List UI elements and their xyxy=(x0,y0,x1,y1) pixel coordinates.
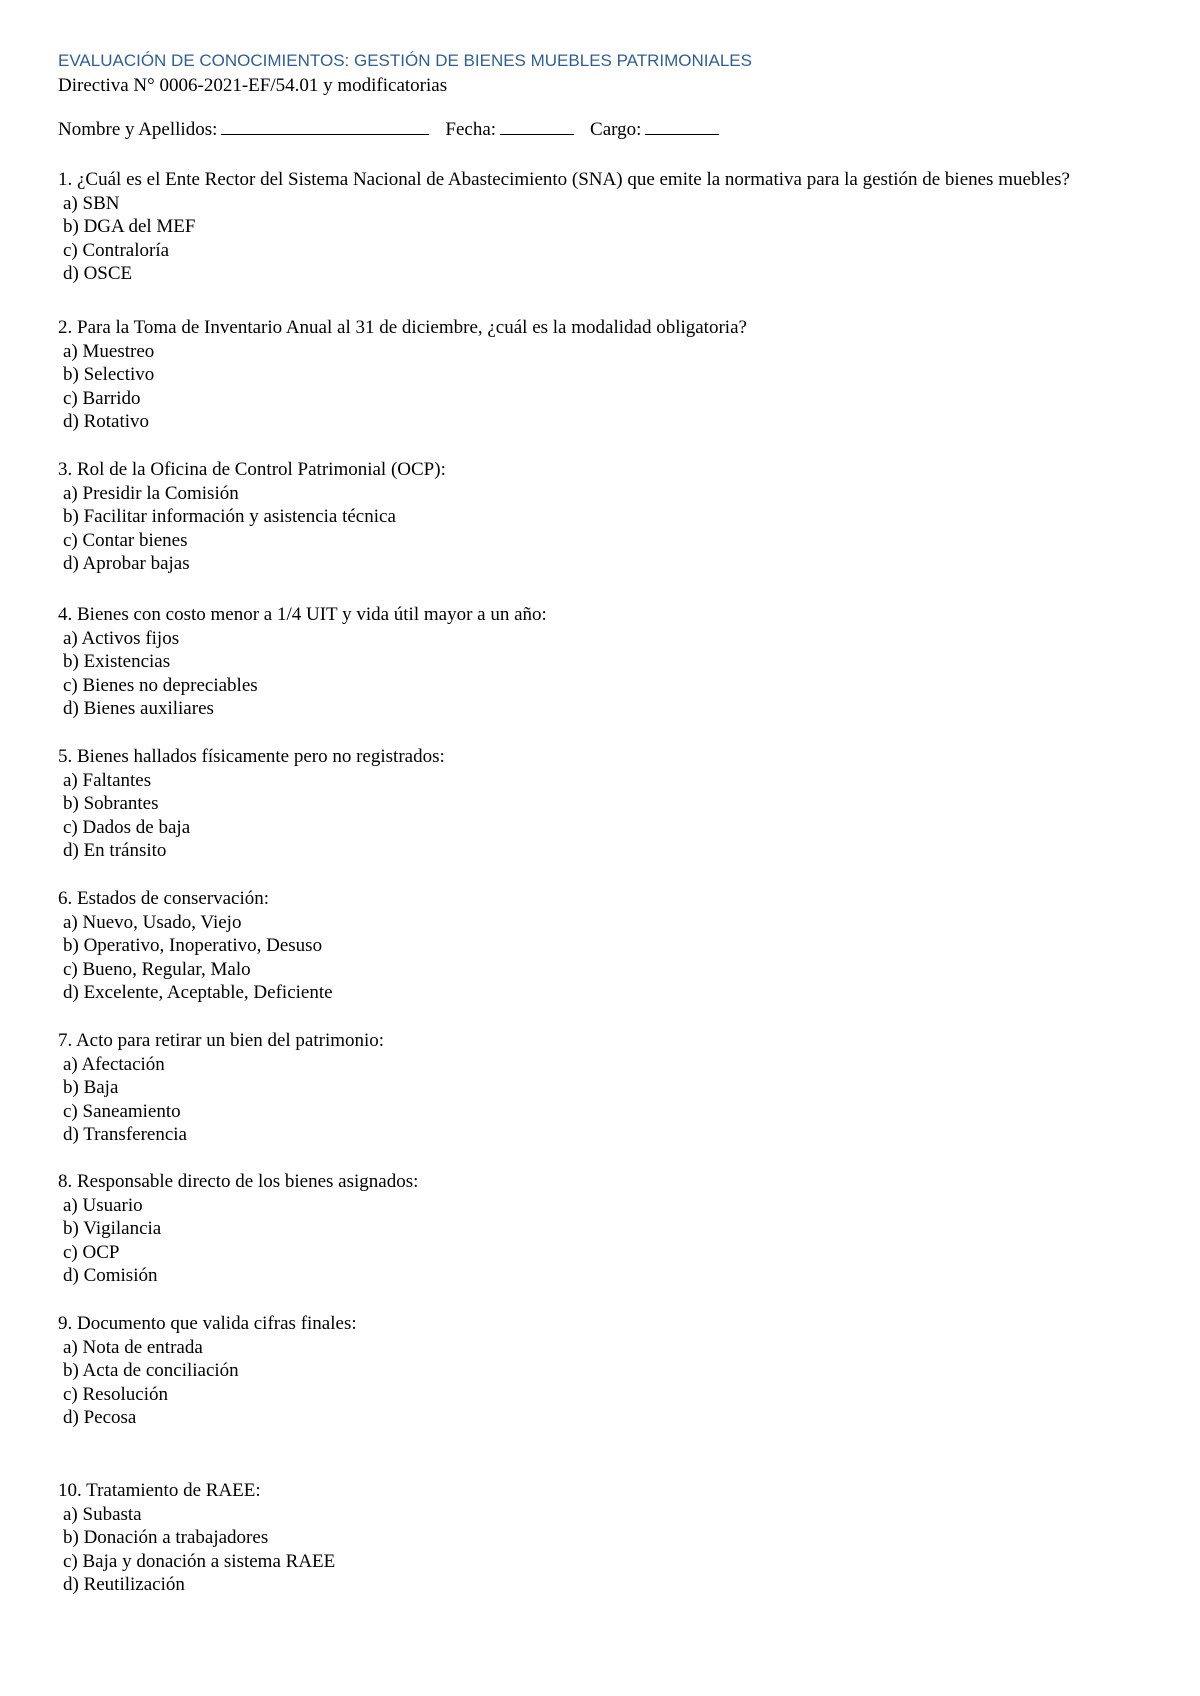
question-9 xyxy=(58,1312,1138,1430)
option-c[interactable]: c) Dados de baja xyxy=(63,816,191,838)
question-8 xyxy=(58,1170,1138,1288)
question-text: 9. Documento que valida cifras finales: xyxy=(58,1313,357,1334)
question-text: 2. Para la Toma de Inventario Anual al 31 de diciembre, ¿cuál es la modalidad obligatoria? xyxy=(58,317,747,338)
question-text: 1. ¿Cuál es el Ente Rector del Sistema Nacional de Abastecimiento (SNA) que emite la normativa para la gestión de bienes muebles? xyxy=(58,169,1070,190)
date-label: Fecha: xyxy=(445,119,497,140)
option-d[interactable]: d) Comisión xyxy=(63,1265,158,1287)
question-5 xyxy=(58,745,1138,863)
option-a[interactable]: a) Afectación xyxy=(63,1053,165,1075)
directive-subtitle: Directiva N° 0006-2021-EF/54.01 y modificatorias xyxy=(58,75,448,96)
option-d[interactable]: d) Excelente, Aceptable, Deficiente xyxy=(63,982,333,1004)
question-7 xyxy=(58,1029,1138,1147)
question-10 xyxy=(58,1479,1138,1597)
option-d[interactable]: d) OSCE xyxy=(63,263,133,285)
option-c[interactable]: c) Bueno, Regular, Malo xyxy=(63,958,251,980)
question-text: 8. Responsable directo de los bienes asignados: xyxy=(58,1171,419,1192)
question-4 xyxy=(58,603,1138,721)
page-title: EVALUACIÓN DE CONOCIMIENTOS: GESTIÓN DE BIENES MUEBLES PATRIMONIALES xyxy=(58,51,752,70)
date-blank[interactable] xyxy=(500,118,574,135)
option-c[interactable]: c) OCP xyxy=(63,1241,120,1263)
name-label: Nombre y Apellidos: xyxy=(58,119,218,140)
question-2 xyxy=(58,316,1138,434)
option-c[interactable]: c) Resolución xyxy=(63,1383,169,1405)
option-c[interactable]: c) Saneamiento xyxy=(63,1100,181,1122)
option-d[interactable]: d) Pecosa xyxy=(63,1407,137,1429)
option-a[interactable]: a) Usuario xyxy=(63,1194,143,1216)
option-a[interactable]: a) Presidir la Comisión xyxy=(63,482,239,504)
question-1 xyxy=(58,168,1138,286)
option-b[interactable]: b) Selectivo xyxy=(63,364,155,386)
option-b[interactable]: b) Operativo, Inoperativo, Desuso xyxy=(63,935,323,957)
name-blank[interactable] xyxy=(221,118,429,135)
option-c[interactable]: c) Baja y donación a sistema RAEE xyxy=(63,1550,336,1572)
option-a[interactable]: a) Subasta xyxy=(63,1503,142,1525)
option-c[interactable]: c) Contar bienes xyxy=(63,529,188,551)
option-d[interactable]: d) En tránsito xyxy=(63,840,167,862)
participant-fields xyxy=(58,118,1158,142)
cargo-label: Cargo: xyxy=(590,119,642,140)
question-text: 5. Bienes hallados físicamente pero no registrados: xyxy=(58,746,445,767)
evaluation-sheet xyxy=(58,48,1158,1596)
question-text: 3. Rol de la Oficina de Control Patrimonial (OCP): xyxy=(58,459,446,480)
option-c[interactable]: c) Barrido xyxy=(63,387,141,409)
option-d[interactable]: d) Aprobar bajas xyxy=(63,553,190,575)
option-d[interactable]: d) Reutilización xyxy=(63,1574,185,1596)
cargo-blank[interactable] xyxy=(645,118,719,135)
option-a[interactable]: a) Nuevo, Usado, Viejo xyxy=(63,911,242,933)
option-b[interactable]: b) DGA del MEF xyxy=(63,216,196,238)
question-text: 6. Estados de conservación: xyxy=(58,888,270,909)
option-a[interactable]: a) Nota de entrada xyxy=(63,1336,203,1358)
question-6 xyxy=(58,887,1138,1005)
option-a[interactable]: a) SBN xyxy=(63,192,120,214)
option-d[interactable]: d) Transferencia xyxy=(63,1124,187,1146)
question-3 xyxy=(58,458,1138,576)
option-a[interactable]: a) Muestreo xyxy=(63,340,155,362)
option-b[interactable]: b) Facilitar información y asistencia técnica xyxy=(63,506,396,528)
question-text: 10. Tratamiento de RAEE: xyxy=(58,1480,261,1501)
option-d[interactable]: d) Bienes auxiliares xyxy=(63,698,214,720)
option-b[interactable]: b) Donación a trabajadores xyxy=(63,1527,269,1549)
option-b[interactable]: b) Acta de conciliación xyxy=(63,1360,239,1382)
option-b[interactable]: b) Existencias xyxy=(63,651,171,673)
option-b[interactable]: b) Baja xyxy=(63,1077,119,1099)
question-text: 4. Bienes con costo menor a 1/4 UIT y vida útil mayor a un año: xyxy=(58,604,547,625)
option-a[interactable]: a) Faltantes xyxy=(63,769,152,791)
question-text: 7. Acto para retirar un bien del patrimonio: xyxy=(58,1030,385,1051)
option-c[interactable]: c) Bienes no depreciables xyxy=(63,674,258,696)
option-d[interactable]: d) Rotativo xyxy=(63,411,150,433)
option-b[interactable]: b) Vigilancia xyxy=(63,1218,162,1240)
option-a[interactable]: a) Activos fijos xyxy=(63,627,180,649)
option-c[interactable]: c) Contraloría xyxy=(63,239,170,261)
option-b[interactable]: b) Sobrantes xyxy=(63,793,159,815)
